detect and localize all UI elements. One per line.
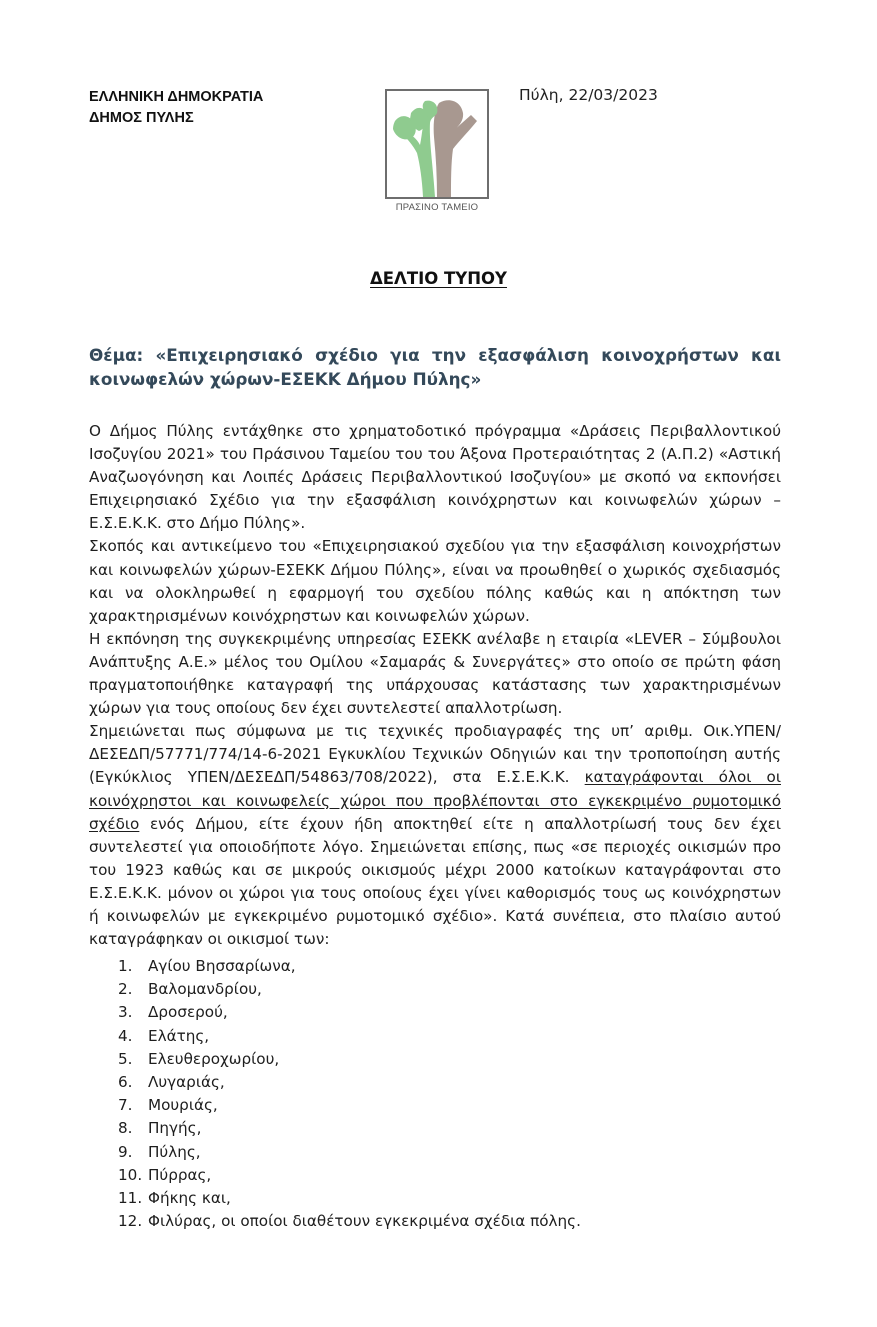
list-item [118, 1071, 581, 1094]
list-item [118, 1141, 581, 1164]
document-body [89, 420, 781, 951]
settlement-name: Μουριάς, [148, 1096, 218, 1115]
list-item [118, 1187, 581, 1210]
settlement-name: Φιλύρας, οι οποίοι διαθέτουν εγκεκριμένα σχέδια πόλης. [148, 1212, 581, 1231]
paragraph-4-start: Σημειώνεται πως σύμφωνα με τις τεχνικές προδιαγραφές της υπ’ αριθμ. Οικ.ΥΠΕΝ/ΔΕΣΕΔΠ/57771/774/14-6-2021 Εγκυκλίου Τεχνικών Οδηγιών και την τροποποίηση αυτής (Εγκύκλιος ΥΠΕΝ/ΔΕΣΕΔΠ/54863/708/2022), στα Ε.Σ.Ε.Κ.Κ. [89, 722, 781, 787]
list-number: 4. [118, 1026, 133, 1045]
list-item [118, 1210, 581, 1233]
paragraph-3: Η εκπόνηση της συγκεκριμένης υπηρεσίας ΕΣΕΚΚ ανέλαβε η εταιρία «LEVER – Σύμβουλοι Ανάπτυξης Α.Ε.» μέλος του Ομίλου «Σαμαράς & Συνεργάτες» στο οποίο σε πρώτη φάση πραγματοποιήθηκε καταγραφή της υπάρχουσας κατάστασης των χαρακτηρισμένων χώρων για τους οποίους δεν έχει συντελεστεί απαλλοτρίωση. [89, 629, 781, 718]
list-number: 12. [118, 1212, 143, 1231]
list-number: 1. [118, 957, 133, 975]
list-item [118, 1117, 581, 1140]
list-number: 6. [118, 1073, 133, 1092]
settlement-name: Βαλομανδρίου, [148, 980, 262, 999]
list-item [118, 1164, 581, 1187]
list-item [118, 1094, 581, 1117]
settlement-name: Ελευθεροχωρίου, [148, 1049, 280, 1068]
settlements-list [118, 955, 581, 1233]
settlement-name: Αγίου Βησσαρίωνα, [148, 957, 296, 975]
paragraph-4 [89, 720, 781, 951]
list-number: 3. [118, 1003, 133, 1022]
list-item [118, 1001, 581, 1024]
settlement-name: Λυγαριάς, [148, 1073, 225, 1092]
settlement-name: Φήκης και, [148, 1189, 231, 1208]
list-item [118, 1025, 581, 1048]
settlement-name: Πύλης, [148, 1142, 201, 1161]
paragraph-2: Σκοπός και αντικείμενο του «Επιχειρησιακού σχεδίου για την εξασφάλιση κοινοχρήστων και κοινωφελών χώρων-ΕΣΕΚΚ Δήμου Πύλης», είναι να προωθηθεί ο χωρικός σχεδιασμός και να ολοκληρωθεί η εφαρμογή του σχεδίου πόλης καθώς και η απόκτηση των χαρακτηρισμένων κοινόχρηστων και κοινωφελών χώρων. [89, 537, 781, 625]
paragraph-1: Ο Δήμος Πύλης εντάχθηκε στο χρηματοδοτικό πρόγραμμα «Δράσεις Περιβαλλοντικού Ισοζυγίου 2021» του Πράσινου Ταμείου του του Άξονα Προτεραιότητας 2 (Α.Π.2) «Αστική Αναζωογόνηση και Λοιπές Δράσεις Περιβαλλοντικού Ισοζυγίου» με σκοπό να εκπονήσει Επιχειρησιακό Σχέδιο για την εξασφάλιση κοινόχρηστων και κοινωφελών χώρων – Ε.Σ.Ε.Κ.Κ. στο Δήμο Πύλης». [89, 422, 781, 533]
list-number: 2. [118, 980, 133, 999]
logo-caption: ΠΡΑΣΙΝΟ ΤΑΜΕΙΟ [395, 202, 479, 213]
issuer-municipality: ΔΗΜΟΣ ΠΥΛΗΣ [89, 110, 194, 126]
settlement-name: Δροσερού, [148, 1003, 228, 1022]
issuer-block [89, 87, 263, 129]
settlement-name: Πηγής, [148, 1119, 202, 1138]
list-number: 8. [118, 1119, 133, 1138]
issuer-country: ΕΛΛΗΝΙΚΗ ΔΗΜΟΚΡΑΤΙΑ [89, 89, 264, 105]
logo-frame [385, 89, 489, 199]
subject-heading: Θέμα: «Επιχειρησιακό σχέδιο για την εξασφάλιση κοινοχρήστων και κοινωφελών χώρων-ΕΣΕΚΚ Δήμου Πύλης» [89, 345, 781, 389]
document-title: ΔΕΛΤΙΟ ΤΥΠΟΥ [370, 269, 507, 288]
green-fund-logo [385, 89, 489, 219]
underlined-statement: καταγράφονται όλοι οι κοινόχρηστοι και κοινωφελείς χώροι που προβλέπονται στο εγκεκριμένο ρυμοτομικό σχέδιο [89, 768, 781, 833]
settlement-name: Πύρρας, [148, 1165, 212, 1184]
paragraph-4-end: ενός Δήμου, είτε έχουν ήδη αποκτηθεί είτε η απαλλοτρίωσή τους δεν έχει συντελεστεί για οποιοδήποτε λόγο. Σημειώνεται επίσης, πως «σε περιοχές οικισμών προ του 1923 καθώς και σε μικρούς οικισμούς μέχρι 2000 κατοίκων καταγράφονται στο Ε.Σ.Ε.Κ.Κ. μόνον οι χώροι για τους οποίους έχει γίνει καθορισμός τους ως κοινόχρηστων ή κοινωφελών με εγκεκριμένο ρυμοτομικό σχέδιο». Κατά συνέπεια, στο πλαίσιο αυτού καταγράφηκαν οι οικισμοί των: [89, 814, 781, 949]
list-number: 9. [118, 1142, 133, 1161]
list-item [118, 978, 581, 1001]
list-number: 11. [118, 1189, 143, 1208]
list-item [118, 1048, 581, 1071]
list-number: 5. [118, 1049, 133, 1068]
list-number: 10. [118, 1165, 143, 1184]
settlement-name: Ελάτης, [148, 1026, 210, 1045]
document-date: Πύλη, 22/03/2023 [519, 86, 658, 104]
list-number: 7. [118, 1096, 133, 1115]
list-item [118, 955, 581, 978]
tree-icon [387, 91, 487, 197]
